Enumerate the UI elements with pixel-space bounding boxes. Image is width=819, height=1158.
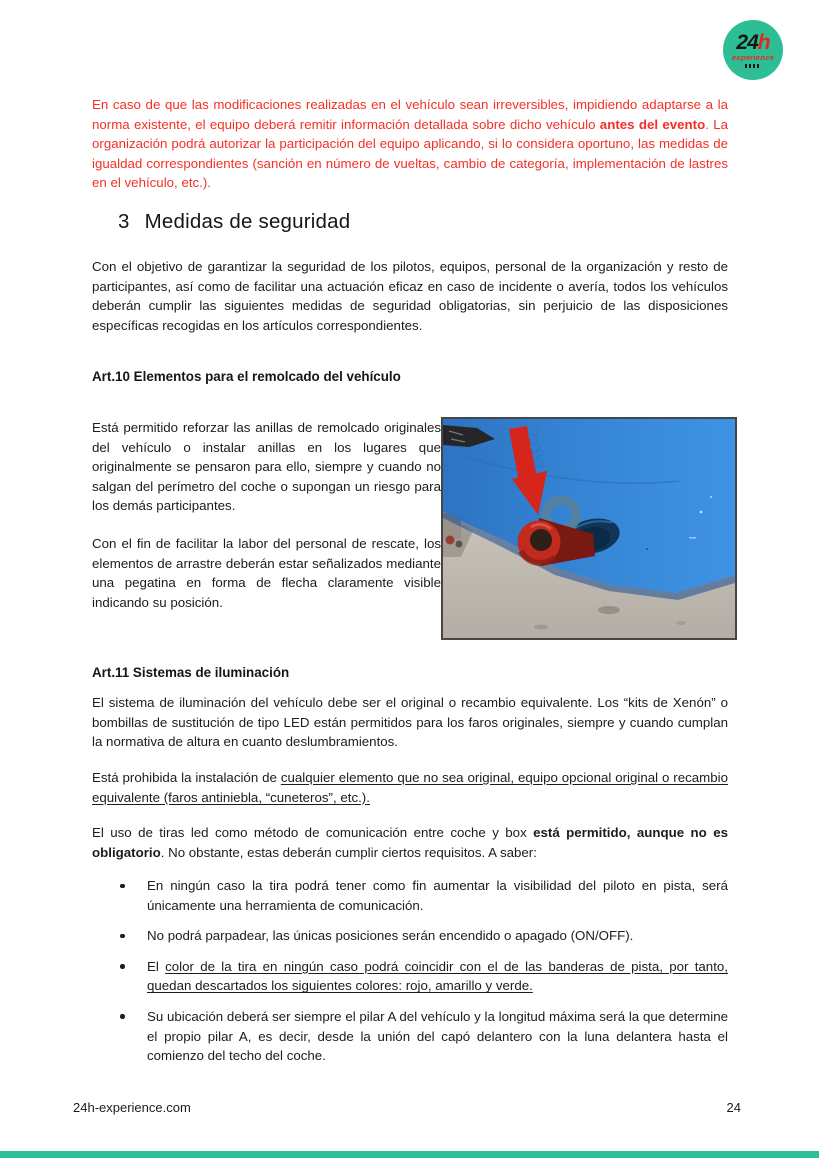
notice-text-bold: antes del evento — [599, 116, 706, 132]
logo-h: h — [757, 31, 770, 55]
logo-24h-experience — [723, 20, 783, 80]
art10-text-column — [92, 418, 441, 630]
section-intro-paragraph: Con el objetivo de garantizar la seguridad de los pilotos, equipos, personal de la organización y resto de participantes, así como de facilitar una actuación eficaz en caso de incidente o avería, todos los vehículos deberán cumplir las siguientes medidas de seguridad obligatorias, sin perjuicio de las disposiciones específicas recogidas en los artículos correspondientes. — [92, 259, 728, 333]
tow-hook-photo — [441, 417, 737, 640]
floor-stain — [598, 606, 620, 614]
logo-wordmark — [736, 32, 769, 53]
bullet-marker — [120, 884, 125, 889]
art11-title: Art.11 Sistemas de iluminación — [92, 665, 290, 680]
art10-title: Art.10 Elementos para el remolcado del vehículo — [92, 369, 401, 384]
tow-label: TOW — [523, 429, 549, 473]
floor-stain-small-2 — [676, 621, 686, 625]
art11-paragraph-1: El sistema de iluminación del vehículo debe ser el original o recambio equivalente. Los “kits de Xenón” o bombillas de sustitución de tipo LED están permitidos para los faros originales, siempre y cuando cumplan la normativa de altura en cuanto deslumbramientos. — [92, 695, 728, 750]
dirt-speck — [646, 548, 648, 550]
bullet-marker — [120, 934, 125, 939]
art11-p3-bold: está permitido, aunque no es obligatorio — [92, 825, 728, 860]
bullet-marker — [120, 1014, 125, 1019]
bullet-3-underlined: color de la tira en ningún caso podrá coincidir con el de las banderas de pista, por tanto, quedan descartados los siguientes colores: rojo, amarillo y verde. — [147, 958, 728, 994]
tow-ring — [518, 521, 561, 564]
scratch-mark — [689, 537, 696, 539]
art11-paragraph-3 — [92, 823, 728, 862]
notice-text-post: . La organización podrá autorizar la participación del equipo aplicando, si lo considera oportuno, las medidas de igualdad correspondientes (sanción en número de vueltas, cambio de categoría, implementación de lastres en el vehículo, etc.). — [92, 116, 728, 191]
bullet-marker — [120, 964, 125, 969]
logo-number: 24 — [736, 31, 758, 55]
footer-accent-bar — [0, 1151, 819, 1158]
notice-paragraph — [92, 95, 728, 193]
art11-p3-post: . No obstante, estas deberán cumplir ciertos requisitos. A saber: — [160, 844, 537, 860]
list-item — [92, 957, 728, 996]
paint-chip — [700, 511, 703, 514]
art11-p2-pre: Está prohibida la instalación de — [92, 770, 281, 785]
footer-site-url: 24h-experience.com — [73, 1100, 191, 1115]
notice-text-pre: En caso de que las modificaciones realizadas en el vehículo sean irreversibles, impidiendo adaptarse a la norma existente, el equipo deberá remitir información detallada sobre dicho vehículo — [92, 97, 728, 132]
trolley-wheel-red — [446, 536, 455, 545]
section-title: Medidas de seguridad — [144, 210, 351, 233]
tow-hook-photo-graphic — [443, 419, 735, 638]
bullet-2-text: No podrá parpadear, las únicas posiciones serán encendido o apagado (ON/OFF). — [147, 928, 634, 944]
checkered-flag-icon — [745, 64, 761, 68]
art10-paragraph-1: Está permitido reforzar las anillas de remolcado originales del vehículo o instalar anillas en los lugares que originalmente se pensaron para ello, siempre y cuando no salgan del perímetro del coche o supongan un riesgo para los demás participantes. — [92, 420, 441, 514]
list-item — [92, 926, 728, 946]
section-number: 3 — [118, 210, 130, 233]
bullet-4-text: Su ubicación deberá ser siempre el pilar A del vehículo y la longitud máxima será la que determine el propio pilar A, es decir, desde la unión del capó delantero con la luna delantera hasta el comienzo del techo del coche. — [147, 1008, 728, 1064]
section-heading — [118, 210, 350, 234]
list-item — [92, 1007, 728, 1066]
art10-paragraph-2: Con el fin de facilitar la labor del personal de rescate, los elementos de arrastre deberán estar señalizados mediante una pegatina en forma de flecha claramente visible indicando su posición. — [92, 535, 441, 610]
led-requirements-list — [92, 876, 728, 1077]
logo-subtitle: experience — [731, 53, 775, 63]
art11-paragraph-2 — [92, 768, 728, 807]
bullet-1-text: En ningún caso la tira podrá tener como fin aumentar la visibilidad del piloto en pista, será únicamente una herramienta de comunicación. — [147, 878, 728, 913]
trolley-wheel-dark — [456, 541, 463, 548]
art11-p3-pre: El uso de tiras led como método de comunicación entre coche y box — [92, 825, 534, 840]
list-item — [92, 876, 728, 915]
bullet-3-pre: El — [147, 958, 166, 974]
floor-stain-small — [534, 625, 548, 630]
art11-p2-underlined: cualquier elemento que no sea original, equipo opcional original o recambio equivalente (faros antiniebla, “cuneteros”, etc.). — [92, 770, 728, 805]
footer-page-number: 24 — [726, 1100, 741, 1115]
paint-chip-2 — [710, 496, 712, 498]
